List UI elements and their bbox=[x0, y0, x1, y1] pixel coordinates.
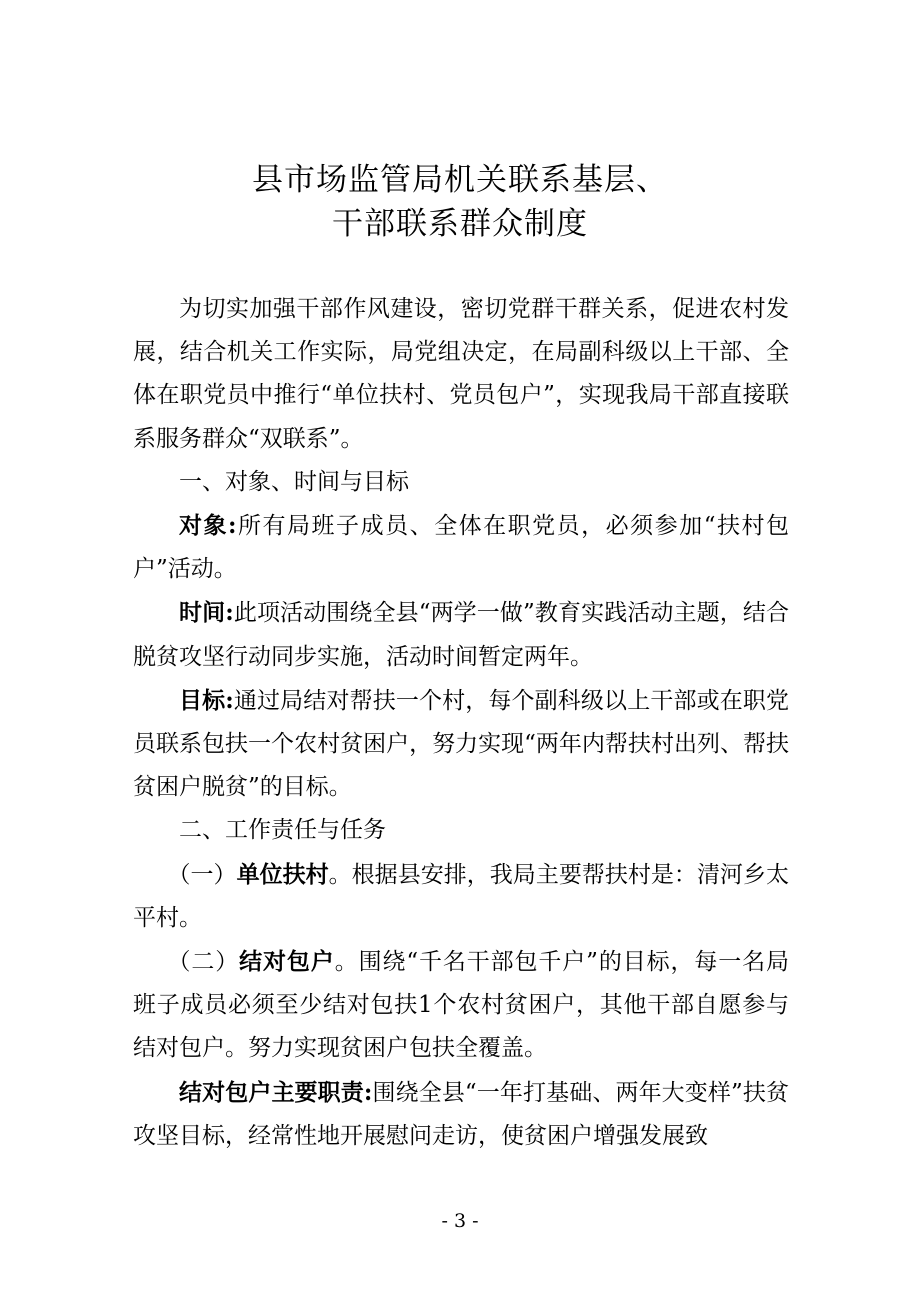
document-title-line-1: 县市场监管局机关联系基层、 bbox=[252, 162, 668, 198]
item-1-text: 。根据县安排，我局主要帮扶村是：清河乡太平村。 bbox=[133, 861, 790, 931]
duty-label: 结对包户主要职责: bbox=[179, 1078, 373, 1106]
time-text: 此项活动围绕全县“两学一做”教育实践活动主题，结合脱贫攻坚行动同步实施，活动时间暂定两年。 bbox=[133, 600, 789, 670]
goal-text: 通过局结对帮扶一个村，每个副科级以上干部或在职党员联系包扶一个农村贫困户，努力实现“两年内帮扶村出列、帮扶贫困户脱贫”的目标。 bbox=[133, 687, 789, 801]
object-text: 所有局班子成员、全体在职党员，必须参加“扶村包户”活动。 bbox=[133, 513, 789, 583]
duty-paragraph bbox=[133, 1071, 789, 1158]
item-1-label: 单位扶村 bbox=[236, 860, 329, 888]
intro-paragraph: 为切实加强干部作风建设，密切党群干群关系，促进农村发展，结合机关工作实际，局党组决定，在局副科级以上干部、全体在职党员中推行“单位扶村、党员包户”，实现我局干部直接联系服务群众“双联系”。 bbox=[133, 296, 789, 452]
time-paragraph bbox=[133, 591, 789, 678]
item-2-paragraph bbox=[133, 940, 789, 1071]
item-1-paragraph bbox=[133, 853, 789, 940]
page-number: - 3 - bbox=[441, 1210, 479, 1232]
item-1-prefix: （一） bbox=[167, 861, 237, 888]
section-heading-2: 二、工作责任与任务 bbox=[179, 817, 386, 844]
time-label: 时间: bbox=[179, 599, 234, 627]
document-title-line-2: 干部联系群众制度 bbox=[332, 206, 588, 242]
duty-text: 围绕全县“一年打基础、两年大变样”扶贫攻坚目标，经常性地开展慰问走访，使贫困户增强发展致 bbox=[133, 1079, 789, 1149]
object-paragraph bbox=[133, 504, 789, 591]
item-2-prefix: （二） bbox=[167, 949, 240, 976]
goal-paragraph bbox=[133, 679, 789, 810]
section-heading-1: 一、对象、时间与目标 bbox=[179, 468, 409, 495]
item-2-text: 。围绕“千名干部包千户”的目标，每一名局班子成员必须至少结对包扶1个农村贫困户，其他干部自愿参与结对包户。努力实现贫困户包扶全覆盖。 bbox=[133, 949, 790, 1062]
object-label: 对象: bbox=[179, 512, 237, 540]
document-body bbox=[133, 288, 789, 1158]
item-2-label: 结对包户 bbox=[239, 948, 335, 976]
goal-label: 目标: bbox=[179, 686, 234, 714]
